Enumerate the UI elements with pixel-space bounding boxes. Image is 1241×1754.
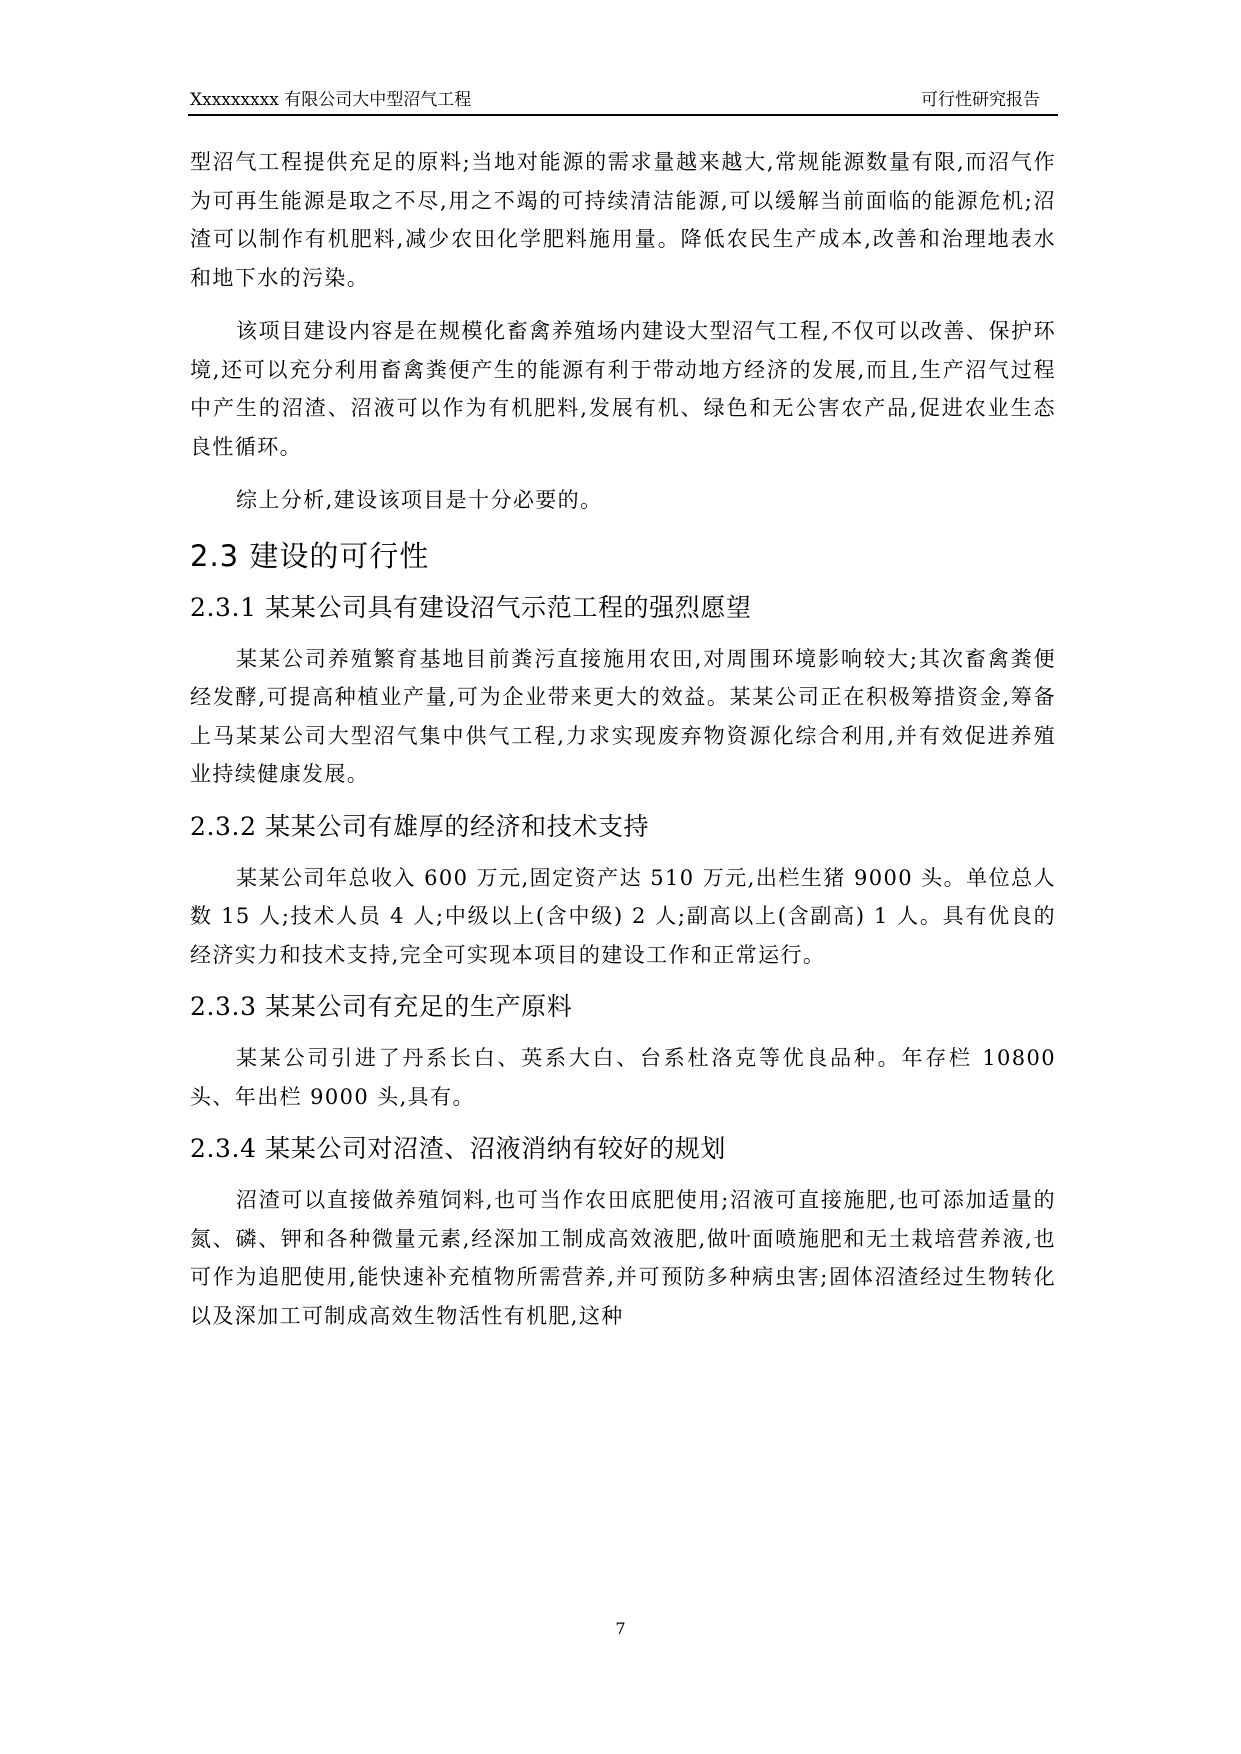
paragraph: 型沼气工程提供充足的原料;当地对能源的需求量越来越大,常规能源数量有限,而沼气作为可再生能源是取之不尽,用之不竭的可持续清洁能源,可以缓解当前面临的能源危机;沼渣可以制作有机肥料,减少农田化学肥料施用量。降低农民生产成本,改善和治理地表水和地下水的污染。: [190, 150, 1056, 290]
subsection-heading: 2.3.4 某某公司对沼渣、沼液消纳有较好的规划: [190, 1134, 726, 1163]
page-number: 7: [615, 1619, 626, 1638]
paragraph: 某某公司养殖繁育基地目前粪污直接施用农田,对周围环境影响较大;其次畜禽粪便经发酵,可提高种植业产量,可为企业带来更大的效益。某某公司正在积极筹措资金,筹备上马某某公司大型沼气集中供气工程,力求实现废弃物资源化综合利用,并有效促进养殖业持续健康发展。: [190, 646, 1056, 786]
page-header: [188, 86, 1058, 116]
paragraph: 该项目建设内容是在规模化畜禽养殖场内建设大型沼气工程,不仅可以改善、保护环境,还可以充分利用畜禽粪便产生的能源有利于带动地方经济的发展,而且,生产沼气过程中产生的沼渣、沼液可以作为有机肥料,发展有机、绿色和无公害农产品,促进农业生态良性循环。: [190, 319, 1056, 459]
header-report-type: 可行性研究报告: [921, 90, 1040, 110]
subsection-heading: 2.3.3 某某公司有充足的生产原料: [190, 992, 573, 1021]
paragraph: 沼渣可以直接做养殖饲料,也可当作农田底肥使用;沼液可直接施肥,也可添加适量的氮、磷、钾和各种微量元素,经深加工制成高效液肥,做叶面喷施肥和无土栽培营养液,也可作为追肥使用,能快速补充植物所需营养,并可预防多种病虫害;固体沼渣经过生物转化以及深加工可制成高效生物活性有机肥,这种: [190, 1188, 1056, 1328]
page-content: [190, 143, 1056, 1350]
section-heading: 2.3 建设的可行性: [190, 538, 430, 573]
paragraph: 综上分析,建设该项目是十分必要的。: [236, 488, 603, 512]
paragraph: 某某公司年总收入 600 万元,固定资产达 510 万元,出栏生猪 9000 头。单位总人数 15 人;技术人员 4 人;中级以上(含中级) 2 人;副高以上(含副高) 1 人。具有优良的经济实力和技术支持,完全可实现本项目的建设工作和正常运行。: [190, 865, 1056, 967]
header-title: Xxxxxxxxx 有限公司大中型沼气工程: [190, 90, 472, 110]
paragraph: 某某公司引进了丹系长白、英系大白、台系杜洛克等优良品种。年存栏 10800 头、年出栏 9000 头,具有。: [190, 1046, 1056, 1109]
subsection-heading: 2.3.1 某某公司具有建设沼气示范工程的强烈愿望: [190, 592, 752, 622]
subsection-heading: 2.3.2 某某公司有雄厚的经济和技术支持: [190, 811, 650, 841]
